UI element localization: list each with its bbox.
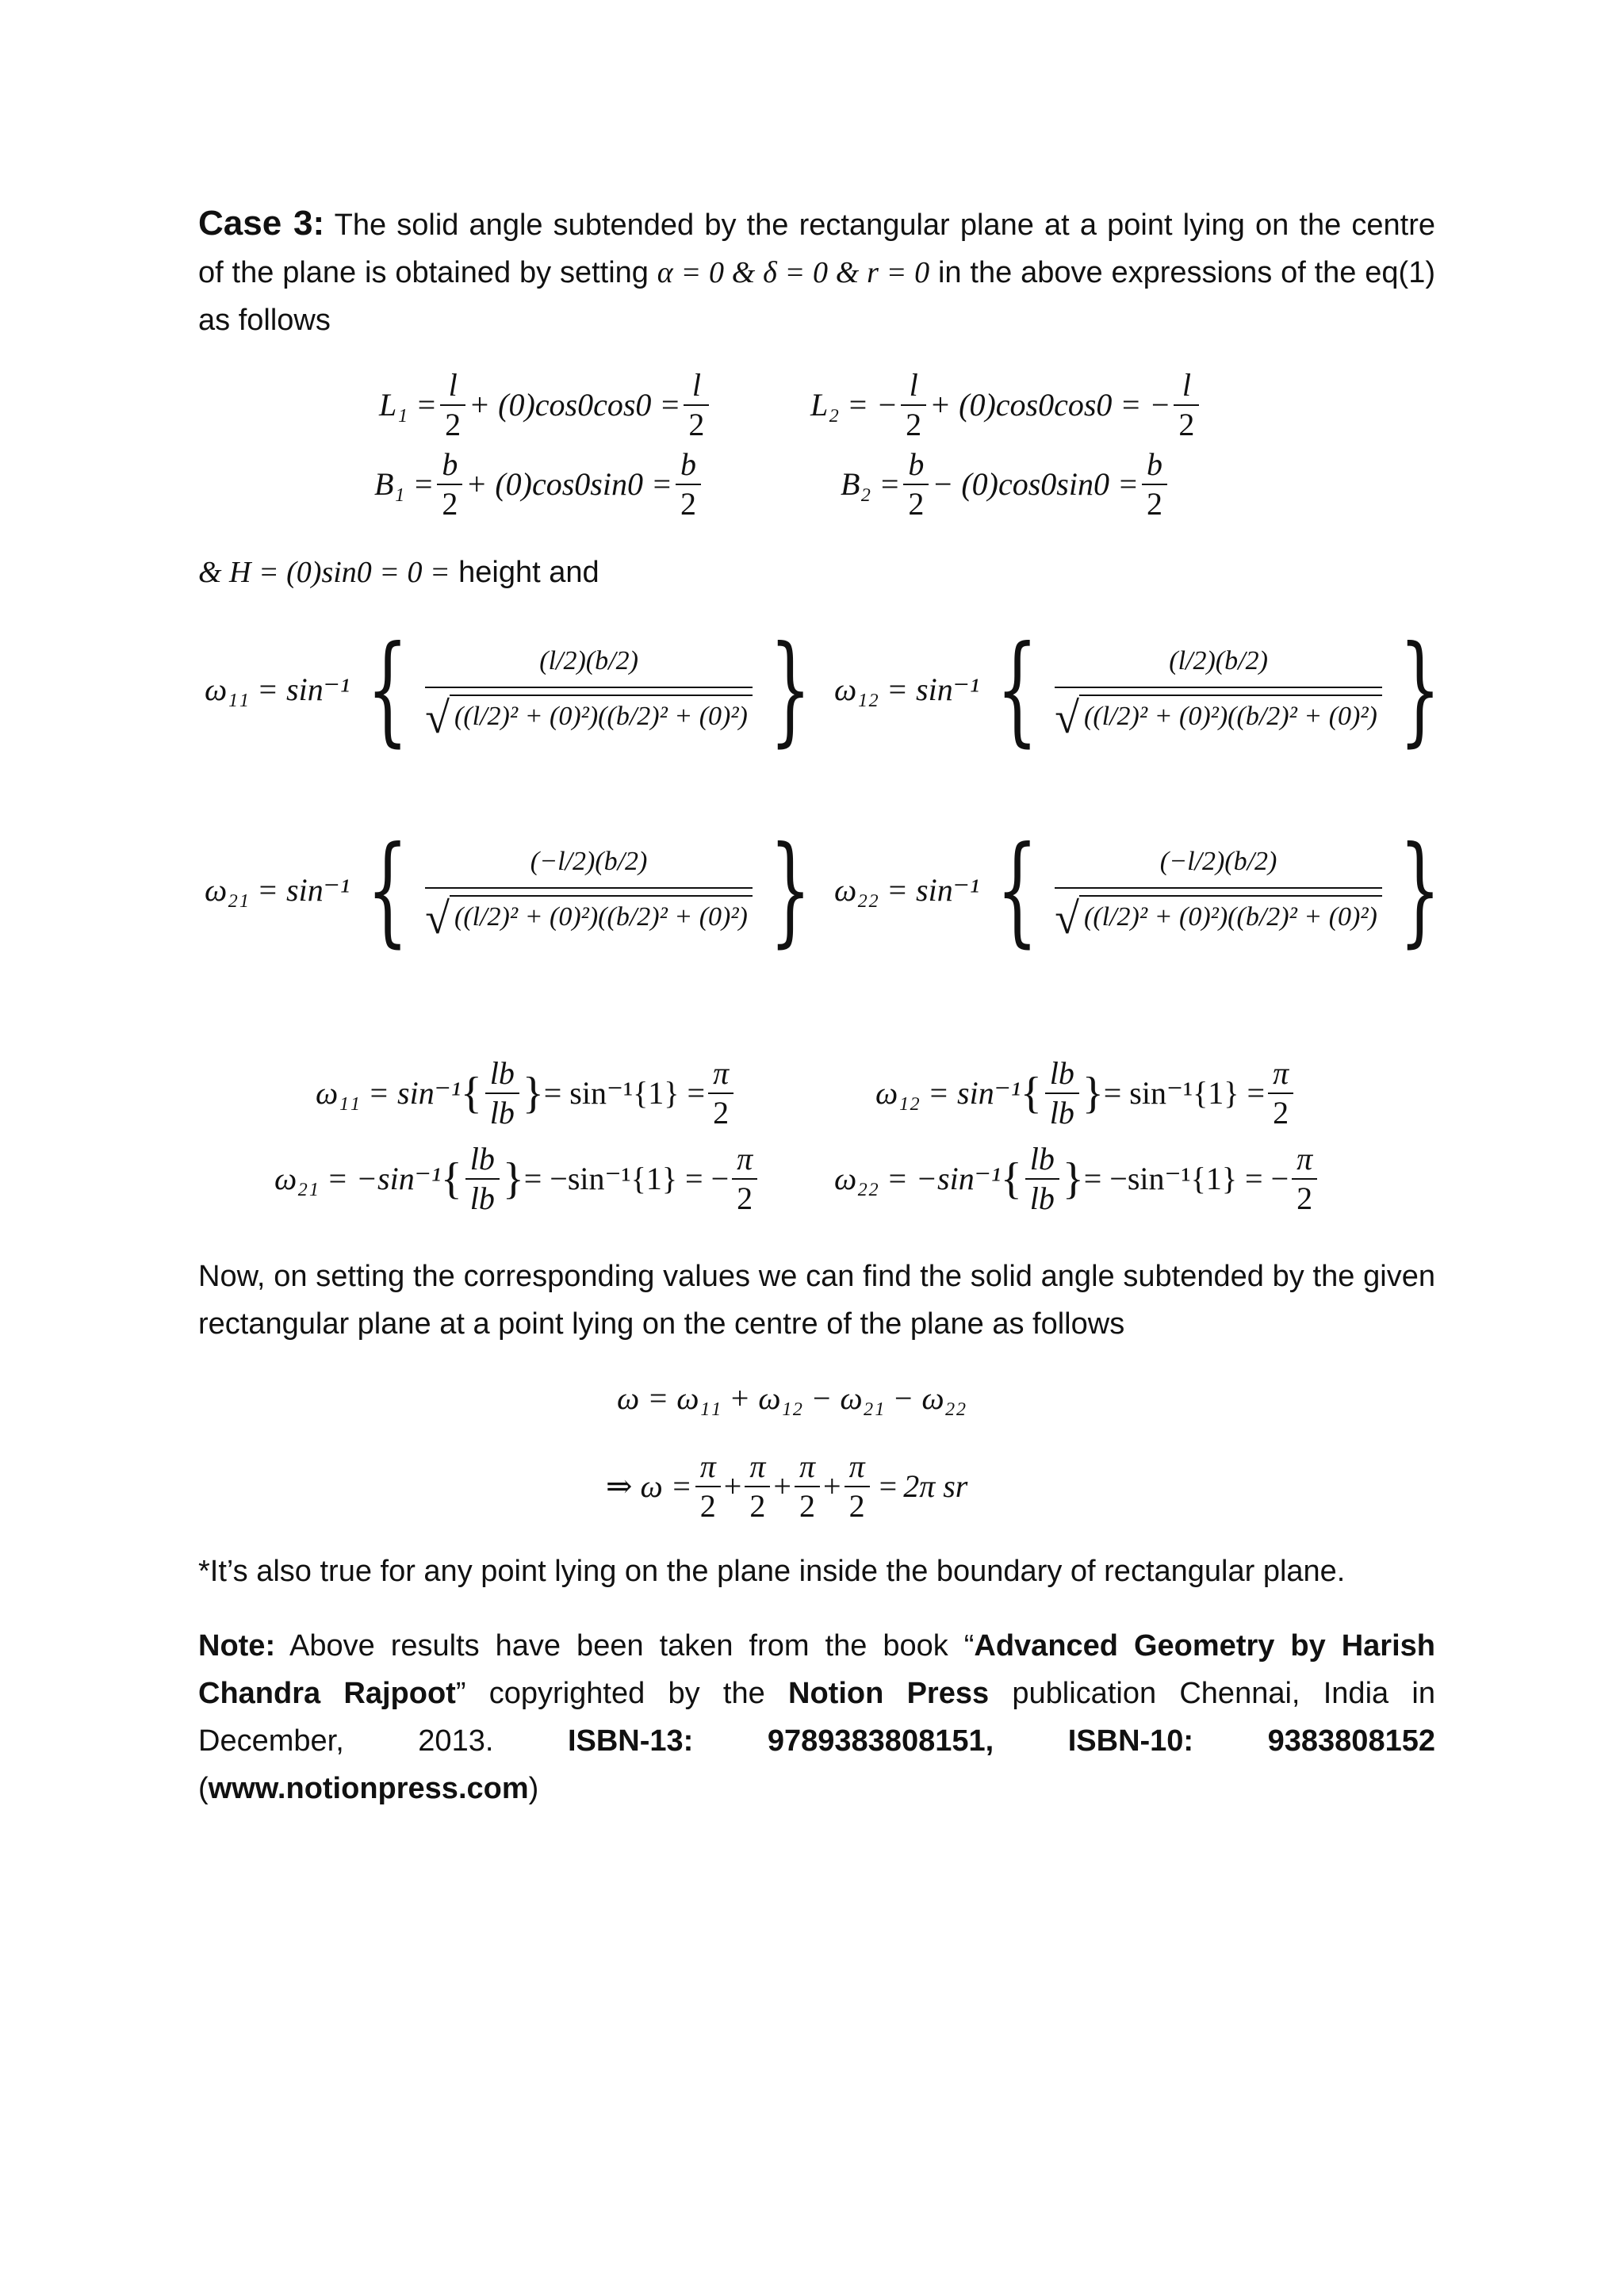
omega-result-plus2: + (773, 1468, 791, 1504)
eq-B2-frac1-num: b (908, 446, 925, 482)
omega12-simple-brace-den: lb (1045, 1093, 1079, 1132)
eq-B1-lhs: B₁ = (374, 466, 435, 502)
eq-B2-mid: − (0)cos0sin0 = (932, 466, 1139, 502)
omega-result-f2-den: 2 (745, 1486, 770, 1525)
omega21-simple-lhs: ω₂₁ = −sin⁻¹ (274, 1161, 441, 1196)
note-text-2: ” copyrighted by the (455, 1677, 789, 1710)
omega22-simple-r-den: 2 (1292, 1178, 1317, 1218)
omega-result-f1-den: 2 (695, 1486, 721, 1525)
omega-sum-equation: ω = ω₁₁ + ω₁₂ − ω₂₁ − ω₂₂ (617, 1380, 967, 1416)
omega21-simple-r-den: 2 (732, 1178, 757, 1218)
omega11-big-den: ((l/2)² + (0)²)((b/2)² + (0)²) (450, 695, 753, 736)
omega11-simple-brace-num: lb (489, 1055, 515, 1091)
omega21-simple-rhs: = −sin⁻¹{1} = − (523, 1161, 730, 1196)
eq-L2-lhs: L₂ = − (810, 387, 898, 423)
eq-L2-frac2-num: l (1182, 367, 1191, 403)
note-book-title: Advanced Geometry by Harish Chandra Rajpoot (198, 1629, 1435, 1710)
omega22-simple-brace-den: lb (1025, 1178, 1059, 1218)
omega-result-f3-num: π (799, 1448, 816, 1484)
omega12-big-lhs: ω₁₂ = sin⁻¹ (834, 672, 979, 707)
omega21-simple-brace-den: lb (465, 1178, 500, 1218)
eq-L1-frac2-num: l (691, 367, 701, 403)
omega21-simple: ω₂₁ = −sin⁻¹ { $\frac{lb}{lb}$ } = −sin⁻¹{1} = − $\frac{\pi}{2}$ (274, 1140, 760, 1218)
eq-L1-mid: + (0)cos0cos0 = (469, 387, 681, 423)
footnote: *It’s also true for any point lying on the plane inside the boundary of rectangular plane. (198, 1555, 1346, 1588)
equation-L1 (379, 366, 712, 444)
intro-paragraph (198, 200, 1435, 344)
equation-L2 (810, 366, 1202, 444)
eq-B2-frac2-den: 2 (1142, 484, 1167, 523)
omega-result-f1-num: π (699, 1448, 716, 1484)
eq-B1-frac2-num: b (680, 446, 696, 482)
eq-B1-frac2-den: 2 (676, 484, 701, 523)
omega-result-equation (606, 1448, 967, 1525)
omega-result-plus1: + (723, 1468, 742, 1504)
eq-B2-frac2-num: b (1146, 446, 1162, 482)
omega11-simple-lhs: ω₁₁ = sin⁻¹ (316, 1075, 461, 1111)
omega22-simple-rhs: = −sin⁻¹{1} = − (1083, 1161, 1289, 1196)
omega12-big: ω₁₂ = sin⁻¹ { $\frac{(l/2)(b/2)}{\text{√ ((l/2)² + (0)²)((b/2)² + (0)²)}}$ } (834, 621, 1441, 759)
omega22-simple: ω₂₂ = −sin⁻¹ { $\frac{lb}{lb}$ } = −sin⁻¹{1} = − $\frac{\pi}{2}$ (834, 1140, 1320, 1218)
eq-L1-lhs: L₁ = (379, 387, 438, 423)
eq-L2-frac2-den: 2 (1174, 404, 1199, 444)
note-isbn: ISBN-13: 9789383808151, ISBN-10: 9383808152 (567, 1724, 1435, 1758)
eq-B1-mid: + (0)cos0sin0 = (465, 466, 672, 502)
note-paragraph (198, 1622, 1435, 1812)
eq-L2-frac1-num: l (909, 367, 918, 403)
eq-B1-frac1-den: 2 (437, 484, 462, 523)
omega22-big: ω₂₂ = sin⁻¹ { $\frac{(-l/2)(b/2)}{\text{√ ((l/2)² + (0)²)((b/2)² + (0)²)}}$ } (834, 821, 1441, 959)
note-publisher: Notion Press (788, 1677, 990, 1710)
omega-result-f4-num: π (848, 1448, 865, 1484)
omega21-simple-r-num: π (737, 1141, 753, 1177)
omega-result-f3-den: 2 (795, 1486, 820, 1525)
omega12-simple-r-num: π (1273, 1055, 1289, 1091)
omega22-simple-lhs: ω₂₂ = −sin⁻¹ (834, 1161, 1001, 1196)
omega21-big-den: ((l/2)² + (0)²)((b/2)² + (0)²) (450, 895, 753, 936)
omega12-simple-brace-num: lb (1049, 1055, 1074, 1091)
intro-condition: α = 0 & δ = 0 & r = 0 (657, 256, 930, 289)
omega-result-rhs: 2π sr (903, 1468, 968, 1504)
omega12-simple: ω₁₂ = sin⁻¹ { $\frac{lb}{lb}$ } = sin⁻¹{1} = $\frac{\pi}{2}$ (875, 1054, 1297, 1132)
eq-L1-frac1-den: 2 (440, 404, 465, 444)
omega11-big: ω₁₁ = sin⁻¹ { $\frac{(l/2)(b/2)}{\text{√ ((l/2)² + (0)²)((b/2)² + (0)²)}}$ } (205, 621, 811, 759)
omega22-big-lhs: ω₂₂ = sin⁻¹ (834, 872, 979, 908)
omega22-simple-brace-num: lb (1029, 1141, 1055, 1177)
omega12-simple-lhs: ω₁₂ = sin⁻¹ (875, 1075, 1021, 1111)
omega-result-f2-num: π (749, 1448, 766, 1484)
eq-B2-lhs: B₂ = (841, 466, 901, 502)
omega11-big-lhs: ω₁₁ = sin⁻¹ (205, 672, 350, 707)
omega11-big-num: (l/2)(b/2) (539, 645, 638, 675)
omega11-simple-rhs: = sin⁻¹{1} = (543, 1075, 706, 1111)
omega11-simple: ω₁₁ = sin⁻¹ { $\frac{lb}{lb}$ } = sin⁻¹{1} = $\frac{\pi}{2}$ (316, 1054, 737, 1132)
intro-text: The solid angle subtended by the rectangular plane at a point lying on the centre of the plane is obtained by setting (198, 209, 1435, 289)
height-line (198, 549, 1435, 596)
height-text: height and (458, 556, 599, 589)
omega12-simple-rhs: = sin⁻¹{1} = (1103, 1075, 1266, 1111)
omega-result-f4-den: 2 (845, 1486, 870, 1525)
eq-L1-frac1-num: l (448, 367, 458, 403)
intro-suffix: in the above expressions of the eq(1) as follows (198, 256, 1435, 337)
omega12-big-den: ((l/2)² + (0)²)((b/2)² + (0)²) (1079, 695, 1382, 736)
omega21-big: ω₂₁ = sin⁻¹ { $\frac{(-l/2)(b/2)}{\text{√ ((l/2)² + (0)²)((b/2)² + (0)²)}}$ } (205, 821, 811, 959)
eq-L2-mid: + (0)cos0cos0 = − (929, 387, 1171, 423)
case-heading: Case 3: (198, 204, 325, 243)
note-text-5: ) (528, 1772, 539, 1805)
omega12-big-num: (l/2)(b/2) (1169, 645, 1268, 675)
eq-B2-frac1-den: 2 (903, 484, 929, 523)
omega11-simple-brace-den: lb (485, 1093, 519, 1132)
note-text-1: Above results have been taken from the book “ (289, 1629, 975, 1663)
omega12-simple-r-den: 2 (1268, 1093, 1293, 1132)
equation-B2 (841, 446, 1170, 523)
now-paragraph: Now, on setting the corresponding values we can find the solid angle subtended by the given rectangular plane at a point lying on the centre of the plane as follows (198, 1260, 1435, 1341)
omega11-simple-r-den: 2 (708, 1093, 733, 1132)
omega-result-plus3: + (823, 1468, 841, 1504)
omega-result-lhs: ⇒ ω = (606, 1468, 692, 1504)
note-text-4: ( (198, 1772, 209, 1805)
omega21-simple-brace-num: lb (469, 1141, 495, 1177)
equation-B1 (374, 446, 704, 523)
omega11-simple-r-num: π (713, 1055, 730, 1091)
eq-B1-frac1-num: b (442, 446, 458, 482)
omega22-simple-r-num: π (1297, 1141, 1313, 1177)
height-math: & H = (0)sin0 = 0 = (198, 556, 450, 589)
omega22-big-den: ((l/2)² + (0)²)((b/2)² + (0)²) (1079, 895, 1382, 936)
omega21-big-lhs: ω₂₁ = sin⁻¹ (205, 872, 350, 908)
eq-L2-frac1-den: 2 (901, 404, 926, 444)
omega-result-equals: = (879, 1468, 898, 1504)
note-text-3: publication Chennai, India in December, 2013. (198, 1677, 1435, 1758)
note-label: Note: (198, 1629, 276, 1663)
note-url[interactable]: www.notionpress.com (208, 1772, 529, 1805)
omega22-big-num: (−l/2)(b/2) (1159, 846, 1277, 876)
omega21-big-num: (−l/2)(b/2) (530, 846, 648, 876)
eq-L1-frac2-den: 2 (684, 404, 709, 444)
